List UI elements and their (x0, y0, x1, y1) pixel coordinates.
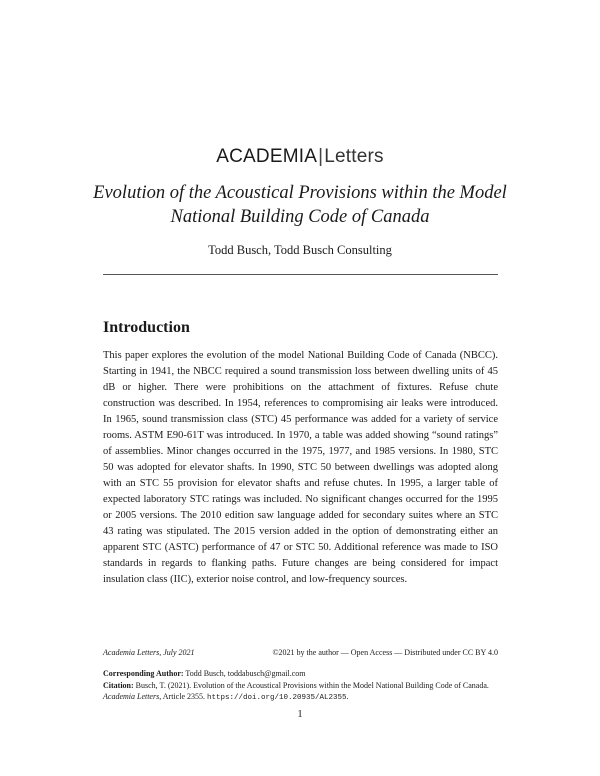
academia-letters-logo (0, 146, 600, 168)
footer-journal: Academia Letters, July 2021 (103, 648, 195, 657)
citation-doi-end: . (346, 692, 349, 701)
corresponding-author (103, 668, 498, 680)
citation-doi-link[interactable]: https://doi.org/10.20935/AL2355 (207, 694, 347, 702)
page-number: 1 (297, 709, 303, 720)
citation-journal: Academia Letters (103, 692, 160, 701)
paper-title: Evolution of the Acoustical Provisions within the Model National Building Code of Canada (93, 183, 507, 227)
brand-product: Letters (324, 146, 384, 167)
citation-article: , Article 2355. (159, 692, 205, 701)
brand-name: ACADEMIA (216, 146, 318, 167)
footer-license: ©2021 by the author — Open Access — Distributed under CC BY 4.0 (272, 648, 498, 657)
citation-label: Citation: (103, 680, 134, 690)
brand-separator: | (318, 146, 324, 167)
corresponding-label: Corresponding Author: (103, 669, 184, 678)
header-divider (103, 274, 498, 275)
citation (103, 680, 498, 705)
corresponding-value[interactable]: Todd Busch, toddabusch@gmail.com (185, 669, 306, 678)
section-body: This paper explores the evolution of the model National Building Code of Canada (NBCC). Starting in 1941, the NBCC required a sound transmission loss between dwelling units of 45 dB or higher. There were prohibitions on the attachment of fixtures. Refuse chute construction was described. In 1954, references to compromising air leaks were introduced. In 1965, sound transmission class (STC) 45 performance was added for a variety of service rooms. ASTM E90-61T was introduced. In 1970, a table was added showing “sound ratings” of assemblies. Minor changes occurred in the 1975, 1977, and 1985 versions. In 1980, STC 50 was adopted for elevator shafts. In 1990, STC 50 between dwellings was adopted along with an STC 55 provision for elevator shafts and refuse chutes. In 1995, a larger table of expected laboratory STC ratings was included. No significant changes occurred for the 1995 or 2005 versions. The 2010 edition saw language added for secondary suites where an STC 43 rating was stipulated. The 2015 version added in the option of demonstrating either an apparent STC (ASTC) performance of 47 or STC 50. Additional reference was made to ISO standards in regards to flanking paths. Future changes are being considered for impact insulation class (IIC), exterior noise control, and low-frequency sources. (103, 350, 498, 585)
section-heading: Introduction (103, 319, 190, 336)
author-line: Todd Busch, Todd Busch Consulting (208, 243, 392, 257)
citation-text: Busch, T. (2021). Evolution of the Acoustical Provisions within the Model National Building Code of Canada. (135, 680, 489, 690)
footer-citation-block (103, 668, 498, 705)
